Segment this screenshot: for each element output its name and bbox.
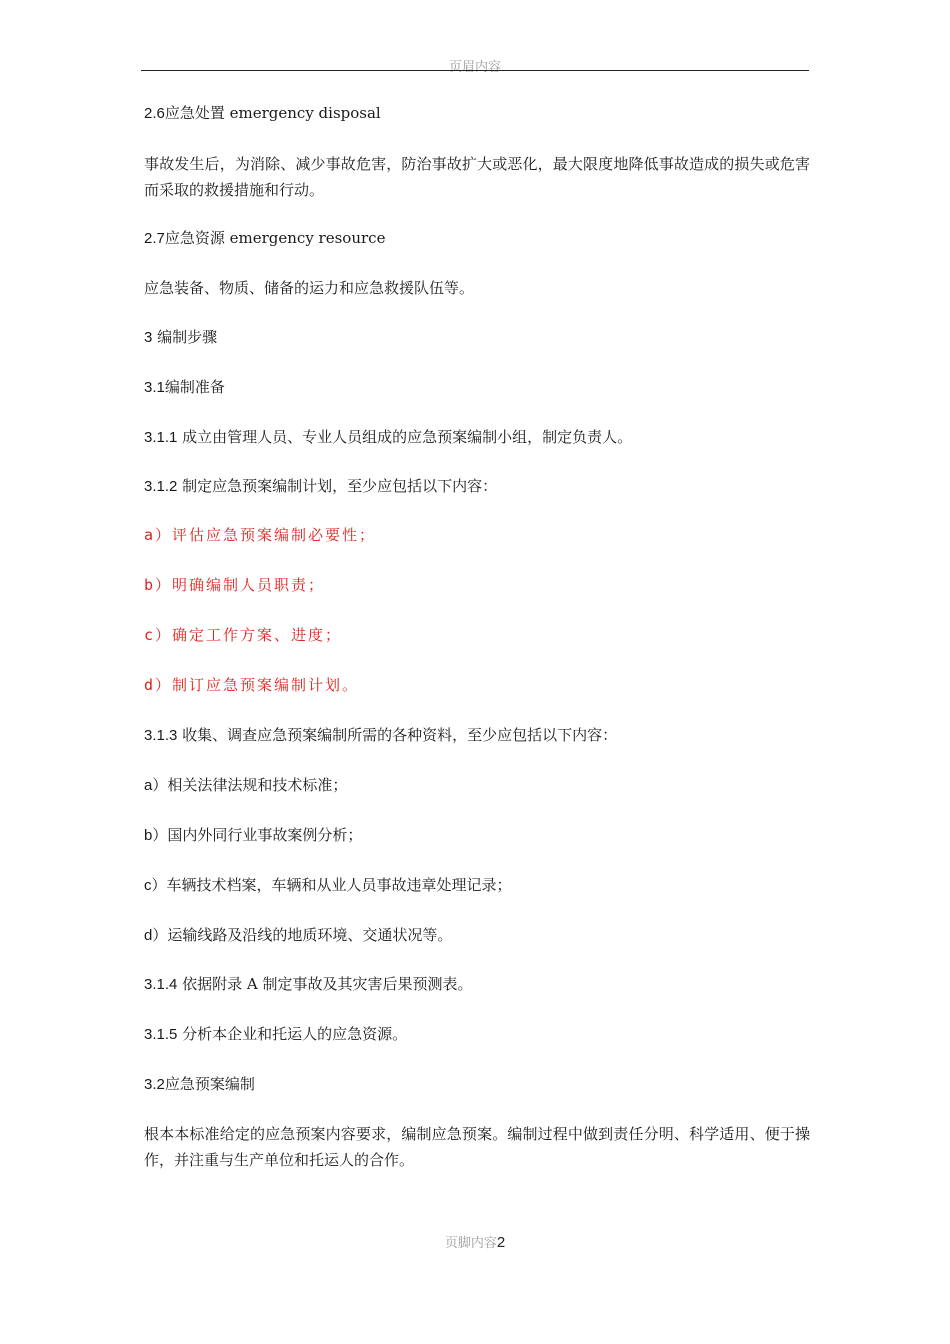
term-2-6: [144, 100, 810, 127]
section-number: 3.2: [144, 1076, 165, 1093]
list-item-a: [144, 772, 810, 799]
term-heading: 应急处置 emergency disposal: [164, 104, 381, 122]
clause-3-1-4: [144, 971, 810, 998]
section-3-1-heading: [144, 374, 810, 401]
list-marker: b）: [144, 827, 168, 844]
footer-text: 页脚内容: [444, 1236, 497, 1251]
section-number: 2.6: [144, 105, 165, 122]
clause-text: 收集、调查应急预案编制所需的各种资料，至少应包括以下内容：: [182, 726, 618, 744]
section-3-2-heading: [144, 1071, 810, 1098]
page-header: 页眉内容: [448, 60, 501, 75]
list-text: 相关法律法规和技术标准；: [167, 776, 348, 794]
clause-text: 制定应急预案编制计划，至少应包括以下内容：: [182, 477, 498, 495]
list-item-a-red: a）评估应急预案编制必要性；: [144, 526, 377, 544]
clause-number: 3.1.3: [144, 727, 178, 744]
section-number: 3: [144, 329, 153, 346]
clause-text: 成立由管理人员、专业人员组成的应急预案编制小组，制定负责人。: [182, 428, 633, 446]
section-title: 编制步骤: [152, 328, 218, 346]
list-text: 国内外同行业事故案例分析；: [167, 826, 363, 844]
clause-number: 3.1.4: [144, 976, 178, 993]
list-item-b: [144, 822, 810, 849]
section-3-heading: [144, 324, 810, 351]
list-text: 运输线路及沿线的地质环境、交通状况等。: [167, 926, 453, 944]
section-title: 应急预案编制: [164, 1075, 255, 1093]
clause-3-1-2: [144, 473, 810, 500]
section-title: 编制准备: [164, 378, 225, 396]
list-text: 车辆技术档案，车辆和从业人员事故违章处理记录；: [166, 876, 512, 894]
clause-3-1-1: [144, 424, 810, 451]
list-item-d-red: d）制订应急预案编制计划。: [144, 676, 360, 694]
clause-text: 依据附录 A 制定事故及其灾害后果预测表。: [182, 975, 473, 993]
list-item-b-red: b）明确编制人员职责；: [144, 576, 326, 594]
section-number: 3.1: [144, 379, 165, 396]
clause-text: 分析本企业和托运人的应急资源。: [182, 1025, 408, 1043]
clause-3-1-3: [144, 722, 810, 749]
definition-2-6: 事故发生后，为消除、减少事故危害，防治事故扩大或恶化，最大限度地降低事故造成的损失或危害而采取的救援措施和行动。: [144, 155, 810, 199]
definition-2-7: 应急装备、物质、储备的运力和应急救援队伍等。: [144, 279, 475, 297]
clause-number: 3.1.2: [144, 478, 178, 495]
clause-number: 3.1.1: [144, 429, 178, 446]
clause-3-1-5: [144, 1021, 810, 1048]
term-heading: 应急资源 emergency resource: [164, 229, 386, 247]
list-marker: a）: [144, 777, 168, 794]
paragraph-3-2: 根本本标准给定的应急预案内容要求，编制应急预案。编制过程中做到责任分明、科学适用、便于操作，并注重与生产单位和托运人的合作。: [144, 1125, 810, 1169]
clause-number: 3.1.5: [144, 1026, 178, 1043]
list-marker: d）: [144, 927, 168, 944]
list-marker: c）: [144, 877, 167, 894]
header-rule: [141, 70, 809, 71]
term-2-7: [144, 225, 810, 252]
page-footer: [0, 1232, 950, 1251]
list-item-d: [144, 922, 810, 949]
list-item-c: [144, 872, 810, 899]
page-number: 2: [496, 1234, 506, 1251]
section-number: 2.7: [144, 230, 165, 247]
list-item-c-red: c）确定工作方案、进度；: [144, 626, 343, 644]
